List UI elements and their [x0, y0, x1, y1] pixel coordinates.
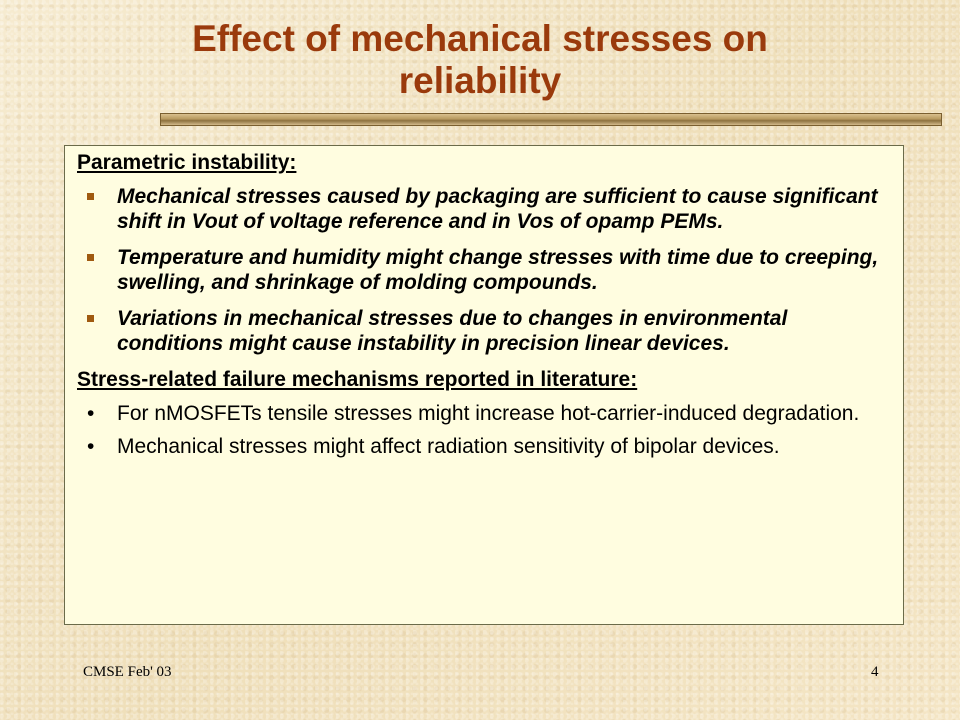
section-heading-parametric-instability: Parametric instability: [77, 151, 297, 174]
bullet-dot-icon: • [87, 402, 95, 425]
square-bullet-icon [87, 193, 94, 200]
list-item-text: Temperature and humidity might change stresses with time due to creeping, swelling, and shrinkage of molding compounds. [117, 246, 879, 294]
list-item-text: Mechanical stresses caused by packaging are sufficient to cause significant shift in Vout of voltage reference and in Vos of opamp PEMs. [117, 185, 878, 233]
list-item-text: Mechanical stresses might affect radiation sensitivity of bipolar devices. [117, 435, 780, 458]
list-item [77, 401, 891, 426]
content-box [64, 145, 904, 625]
list-item-text: For nMOSFETs tensile stresses might increase hot-carrier-induced degradation. [117, 402, 860, 425]
page-number: 4 [871, 664, 879, 680]
section-heading-failure-mechanisms: Stress-related failure mechanisms reported in literature: [77, 368, 638, 391]
footer-caption: CMSE Feb' 03 [83, 664, 172, 680]
list-item [77, 245, 891, 295]
slide-title-line-1: Effect of mechanical stresses on [192, 18, 768, 59]
parametric-instability-list [77, 184, 891, 356]
square-bullet-icon [87, 315, 94, 322]
slide-title-line-2: reliability [398, 60, 562, 101]
list-item [77, 434, 891, 459]
failure-mechanisms-list [77, 401, 891, 459]
list-item-text: Variations in mechanical stresses due to changes in environmental conditions might cause instability in precision linear devices. [117, 307, 788, 355]
list-item [77, 184, 891, 234]
slide-title [0, 18, 960, 102]
title-divider-bar [160, 113, 942, 126]
bullet-dot-icon: • [87, 435, 95, 458]
square-bullet-icon [87, 254, 94, 261]
list-item [77, 306, 891, 356]
